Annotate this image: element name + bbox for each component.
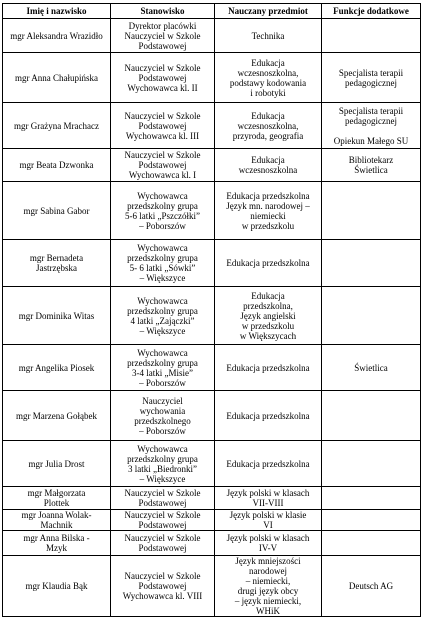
cell-name: mgr Julia Drost bbox=[3, 441, 111, 487]
cell-position: Nauczyciel w Szkole Podstawowej Wychowawca kl. VIII bbox=[111, 556, 215, 617]
cell-name: mgr Grażyna Mrachacz bbox=[3, 103, 111, 149]
cell-subject: Edukacja przedszkolna bbox=[215, 345, 322, 391]
cell-position: Dyrektor placówki Nauczyciel w Szkole Podstawowej bbox=[111, 19, 215, 53]
table-row bbox=[3, 391, 421, 441]
table-row bbox=[3, 531, 421, 556]
cell-functions bbox=[322, 441, 421, 487]
header-name: Imię i nazwisko bbox=[3, 4, 111, 19]
cell-position: Wychowawca przedszkolny grupa 5- 6 latki „Sówki” – Większyce bbox=[111, 240, 215, 287]
cell-functions bbox=[322, 240, 421, 287]
cell-position: Nauczyciel w Szkole Podstawowej Wychowawca kl. I bbox=[111, 149, 215, 182]
table-row bbox=[3, 19, 421, 53]
cell-functions bbox=[322, 182, 421, 240]
cell-functions bbox=[322, 19, 421, 53]
cell-functions bbox=[322, 391, 421, 441]
cell-name: mgr Anna Chałupińska bbox=[3, 53, 111, 103]
cell-name: mgr Marzena Gołąbek bbox=[3, 391, 111, 441]
cell-position: Nauczyciel w Szkole Podstawowej Wychowawca kl. II bbox=[111, 53, 215, 103]
cell-name: mgr Małgorzata Plottek bbox=[3, 487, 111, 510]
cell-name: mgr Sabina Gabor bbox=[3, 182, 111, 240]
cell-subject: Edukacja przedszkolna Język mn. narodowej – niemiecki w przedszkolu bbox=[215, 182, 322, 240]
header-subject: Nauczany przedmiot bbox=[215, 4, 322, 19]
cell-functions: Świetlica bbox=[322, 345, 421, 391]
header-functions: Funkcje dodatkowe bbox=[322, 4, 421, 19]
cell-position: Wychowawca przedszkolny grupa 3-4 latki „Misie” – Poborszów bbox=[111, 345, 215, 391]
cell-name: mgr Bernadeta Jastrzębska bbox=[3, 240, 111, 287]
cell-subject: Edukacja przedszkolna bbox=[215, 240, 322, 287]
cell-subject: Edukacja wczesnoszkolna bbox=[215, 149, 322, 182]
cell-name: mgr Joanna Wolak- Machnik bbox=[3, 510, 111, 531]
staff-table bbox=[2, 3, 421, 617]
table-row bbox=[3, 556, 421, 617]
cell-position: Nauczyciel w Szkole Podstawowej Wychowawca kl. III bbox=[111, 103, 215, 149]
table-row bbox=[3, 240, 421, 287]
cell-subject: Edukacja wczesnoszkolna, podstawy kodowania i robotyki bbox=[215, 53, 322, 103]
table-row bbox=[3, 53, 421, 103]
cell-position: Wychowawca przedszkolny grupa 4 latki „Zajączki” – Większyce bbox=[111, 287, 215, 345]
cell-name: mgr Beata Dzwonka bbox=[3, 149, 111, 182]
cell-name: mgr Dominika Witas bbox=[3, 287, 111, 345]
cell-name: mgr Anna Bilska - Mzyk bbox=[3, 531, 111, 556]
table-row bbox=[3, 510, 421, 531]
cell-position: Nauczyciel wychowania przedszkolnego – Poborszów bbox=[111, 391, 215, 441]
cell-subject: Edukacja wczesnoszkolna, przyroda, geografia bbox=[215, 103, 322, 149]
cell-subject: Edukacja przedszkolna bbox=[215, 441, 322, 487]
cell-functions bbox=[322, 510, 421, 531]
cell-functions: Specjalista terapii pedagogicznej bbox=[322, 53, 421, 103]
cell-functions: Specjalista terapii pedagogicznej Opiekun Małego SU bbox=[322, 103, 421, 149]
header-row bbox=[3, 4, 421, 19]
cell-position: Wychowawca przedszkolny grupa 3 latki „Biedronki” – Większyce bbox=[111, 441, 215, 487]
cell-functions bbox=[322, 531, 421, 556]
table-row bbox=[3, 103, 421, 149]
cell-subject: Język polski w klasach IV-V bbox=[215, 531, 322, 556]
cell-position: Wychowawca przedszkolny grupa 5-6 latki „Pszczółki” – Poborszów bbox=[111, 182, 215, 240]
table-row bbox=[3, 487, 421, 510]
table-row bbox=[3, 345, 421, 391]
header-position: Stanowisko bbox=[111, 4, 215, 19]
cell-functions: Deutsch AG bbox=[322, 556, 421, 617]
cell-name: mgr Angelika Piosek bbox=[3, 345, 111, 391]
table-row bbox=[3, 441, 421, 487]
table-row bbox=[3, 287, 421, 345]
cell-subject: Edukacja przedszkolna, Język angielski w przedszkolu w Większycach bbox=[215, 287, 322, 345]
cell-functions bbox=[322, 287, 421, 345]
cell-name: mgr Klaudia Bąk bbox=[3, 556, 111, 617]
cell-position: Nauczyciel w Szkole Podstawowej bbox=[111, 510, 215, 531]
cell-subject: Język polski w klasach VII-VIII bbox=[215, 487, 322, 510]
cell-position: Nauczyciel w Szkole Podstawowej bbox=[111, 487, 215, 510]
cell-subject: Technika bbox=[215, 19, 322, 53]
cell-functions: Bibliotekarz Świetlica bbox=[322, 149, 421, 182]
cell-position: Nauczyciel w Szkole Podstawowej bbox=[111, 531, 215, 556]
cell-subject: Edukacja przedszkolna bbox=[215, 391, 322, 441]
table-row bbox=[3, 182, 421, 240]
cell-name: mgr Aleksandra Wrazidło bbox=[3, 19, 111, 53]
cell-functions bbox=[322, 487, 421, 510]
cell-subject: Język mniejszości narodowej – niemiecki, drugi język obcy – język niemiecki, WHiK bbox=[215, 556, 322, 617]
cell-subject: Język polski w klasie VI bbox=[215, 510, 322, 531]
table-row bbox=[3, 149, 421, 182]
